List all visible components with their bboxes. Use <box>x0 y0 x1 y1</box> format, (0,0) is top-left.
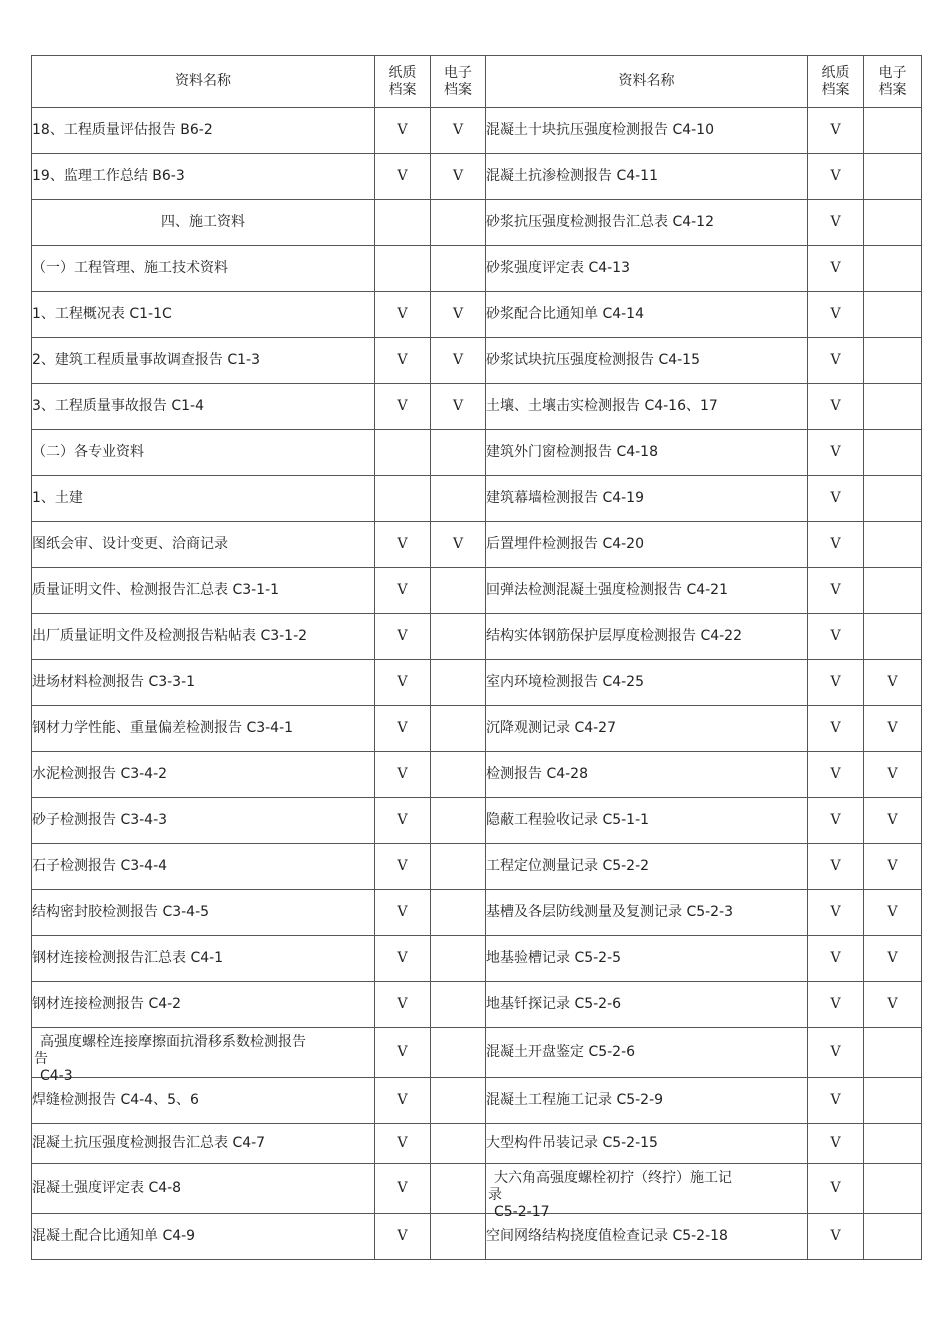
left-electronic-check <box>431 752 486 798</box>
left-electronic-check <box>431 936 486 982</box>
right-item-name: 地基钎探记录 C5-2-6 <box>486 982 808 1028</box>
right-item-name: 建筑外门窗检测报告 C4-18 <box>486 430 808 476</box>
right-electronic-check <box>864 568 922 614</box>
right-item-name: 混凝土十块抗压强度检测报告 C4-10 <box>486 108 808 154</box>
right-item-name: 空间网络结构挠度值检查记录 C5-2-18 <box>486 1214 808 1260</box>
table-row <box>32 476 922 522</box>
right-paper-check: V <box>808 890 864 936</box>
right-electronic-check <box>864 1124 922 1164</box>
left-electronic-check <box>431 568 486 614</box>
right-electronic-check: V <box>864 982 922 1028</box>
right-item-name: 工程定位测量记录 C5-2-2 <box>486 844 808 890</box>
left-item-name <box>32 1028 375 1084</box>
right-item-name: 混凝土开盘鉴定 C5-2-6 <box>486 1028 808 1078</box>
item-name-clipped: C5-2-17 <box>494 1203 550 1220</box>
left-electronic-check <box>431 706 486 752</box>
right-item-name: 回弹法检测混凝土强度检测报告 C4-21 <box>486 568 808 614</box>
right-electronic-check <box>864 1078 922 1124</box>
right-item-name: 地基验槽记录 C5-2-5 <box>486 936 808 982</box>
right-item-name <box>486 1164 808 1220</box>
right-electronic-check: V <box>864 752 922 798</box>
right-item-name: 砂浆强度评定表 C4-13 <box>486 246 808 292</box>
table-row <box>32 1164 922 1214</box>
item-name-wrap: 录 <box>488 1186 502 1203</box>
column-header-electronic: 电子 档案 <box>431 56 486 108</box>
right-paper-check: V <box>808 660 864 706</box>
column-header-paper-right: 纸质 档案 <box>808 56 864 108</box>
right-electronic-check: V <box>864 706 922 752</box>
right-electronic-check <box>864 430 922 476</box>
left-electronic-check <box>431 1124 486 1164</box>
left-electronic-check <box>431 246 486 292</box>
right-electronic-check <box>864 108 922 154</box>
left-electronic-check <box>431 1078 486 1124</box>
table-row <box>32 384 922 430</box>
left-paper-check: V <box>375 890 431 936</box>
left-paper-check: V <box>375 108 431 154</box>
right-item-name: 隐蔽工程验收记录 C5-1-1 <box>486 798 808 844</box>
right-item-name: 结构实体钢筋保护层厚度检测报告 C4-22 <box>486 614 808 660</box>
table-row <box>32 522 922 568</box>
item-name-clipped: C4-3 <box>40 1067 73 1084</box>
right-item-name: 后置埋件检测报告 C4-20 <box>486 522 808 568</box>
archive-list-table <box>31 55 922 1260</box>
table-row <box>32 982 922 1028</box>
column-header-name: 资料名称 <box>32 56 375 108</box>
right-electronic-check <box>864 384 922 430</box>
left-paper-check: V <box>375 844 431 890</box>
left-electronic-check <box>431 200 486 246</box>
table-row <box>32 844 922 890</box>
left-paper-check: V <box>375 660 431 706</box>
right-paper-check: V <box>808 706 864 752</box>
left-electronic-check <box>431 982 486 1028</box>
table-header-row <box>32 56 922 108</box>
left-electronic-check <box>431 614 486 660</box>
left-paper-check <box>375 200 431 246</box>
left-item-name: 焊缝检测报告 C4-4、5、6 <box>32 1078 375 1124</box>
right-electronic-check <box>864 522 922 568</box>
left-item-name: 1、工程概况表 C1-1C <box>32 292 375 338</box>
left-paper-check: V <box>375 1164 431 1214</box>
right-paper-check: V <box>808 522 864 568</box>
left-item-name: 石子检测报告 C3-4-4 <box>32 844 375 890</box>
right-item-name: 砂浆抗压强度检测报告汇总表 C4-12 <box>486 200 808 246</box>
left-paper-check: V <box>375 936 431 982</box>
table-row <box>32 154 922 200</box>
left-item-name: 18、工程质量评估报告 B6-2 <box>32 108 375 154</box>
left-electronic-check: V <box>431 154 486 200</box>
left-paper-check: V <box>375 338 431 384</box>
right-paper-check: V <box>808 384 864 430</box>
table-row <box>32 108 922 154</box>
left-item-name: 砂子检测报告 C3-4-3 <box>32 798 375 844</box>
left-paper-check: V <box>375 1028 431 1078</box>
table-row <box>32 890 922 936</box>
right-paper-check: V <box>808 200 864 246</box>
left-electronic-check: V <box>431 338 486 384</box>
table-row <box>32 338 922 384</box>
left-item-name: 钢材力学性能、重量偏差检测报告 C3-4-1 <box>32 706 375 752</box>
right-electronic-check <box>864 1028 922 1078</box>
left-electronic-check <box>431 1164 486 1214</box>
left-electronic-check <box>431 1214 486 1260</box>
right-item-name: 基槽及各层防线测量及复测记录 C5-2-3 <box>486 890 808 936</box>
table-row <box>32 752 922 798</box>
column-header-electronic-right: 电子 档案 <box>864 56 922 108</box>
item-name-line: 大六角高强度螺栓初拧（终拧）施工记 <box>494 1169 732 1186</box>
right-paper-check: V <box>808 292 864 338</box>
right-electronic-check <box>864 292 922 338</box>
right-electronic-check <box>864 338 922 384</box>
left-item-name: 钢材连接检测报告汇总表 C4-1 <box>32 936 375 982</box>
left-paper-check: V <box>375 1124 431 1164</box>
left-paper-check: V <box>375 522 431 568</box>
left-item-name: 水泥检测报告 C3-4-2 <box>32 752 375 798</box>
right-paper-check: V <box>808 844 864 890</box>
right-electronic-check: V <box>864 844 922 890</box>
left-electronic-check: V <box>431 384 486 430</box>
right-item-name: 砂浆试块抗压强度检测报告 C4-15 <box>486 338 808 384</box>
left-paper-check: V <box>375 982 431 1028</box>
table-row <box>32 430 922 476</box>
table-row <box>32 1028 922 1078</box>
left-item-name: 混凝土抗压强度检测报告汇总表 C4-7 <box>32 1124 375 1164</box>
right-item-name: 砂浆配合比通知单 C4-14 <box>486 292 808 338</box>
right-electronic-check: V <box>864 660 922 706</box>
left-item-name: 2、建筑工程质量事故调查报告 C1-3 <box>32 338 375 384</box>
table-row <box>32 1124 922 1164</box>
right-electronic-check <box>864 246 922 292</box>
table-row <box>32 200 922 246</box>
right-paper-check: V <box>808 246 864 292</box>
left-paper-check: V <box>375 568 431 614</box>
left-item-name: 出厂质量证明文件及检测报告粘帖表 C3-1-2 <box>32 614 375 660</box>
left-paper-check: V <box>375 154 431 200</box>
right-electronic-check <box>864 1164 922 1214</box>
left-electronic-check <box>431 844 486 890</box>
right-paper-check: V <box>808 154 864 200</box>
right-item-name: 建筑幕墙检测报告 C4-19 <box>486 476 808 522</box>
right-item-name: 大型构件吊装记录 C5-2-15 <box>486 1124 808 1164</box>
right-paper-check: V <box>808 476 864 522</box>
right-electronic-check <box>864 476 922 522</box>
left-paper-check: V <box>375 1078 431 1124</box>
left-item-name: 结构密封胶检测报告 C3-4-5 <box>32 890 375 936</box>
column-header-paper: 纸质 档案 <box>375 56 431 108</box>
left-item-name: 混凝土配合比通知单 C4-9 <box>32 1214 375 1260</box>
right-paper-check: V <box>808 798 864 844</box>
table-row <box>32 936 922 982</box>
left-paper-check <box>375 430 431 476</box>
table-row <box>32 246 922 292</box>
right-paper-check: V <box>808 752 864 798</box>
right-electronic-check <box>864 154 922 200</box>
left-paper-check: V <box>375 706 431 752</box>
right-item-name: 混凝土抗渗检测报告 C4-11 <box>486 154 808 200</box>
left-item-name: 质量证明文件、检测报告汇总表 C3-1-1 <box>32 568 375 614</box>
right-item-name: 沉降观测记录 C4-27 <box>486 706 808 752</box>
left-item-name: 图纸会审、设计变更、洽商记录 <box>32 522 375 568</box>
left-electronic-check <box>431 476 486 522</box>
column-header-name-right: 资料名称 <box>486 56 808 108</box>
table-row <box>32 660 922 706</box>
right-paper-check: V <box>808 108 864 154</box>
left-electronic-check <box>431 1028 486 1078</box>
right-paper-check: V <box>808 1124 864 1164</box>
left-item-name: 四、施工资料 <box>32 200 375 246</box>
left-paper-check: V <box>375 798 431 844</box>
right-paper-check: V <box>808 568 864 614</box>
right-paper-check: V <box>808 614 864 660</box>
left-paper-check <box>375 246 431 292</box>
right-electronic-check: V <box>864 798 922 844</box>
left-item-name: 19、监理工作总结 B6-3 <box>32 154 375 200</box>
left-item-name: 进场材料检测报告 C3-3-1 <box>32 660 375 706</box>
left-item-name: （二）各专业资料 <box>32 430 375 476</box>
table-row <box>32 1078 922 1124</box>
left-paper-check: V <box>375 292 431 338</box>
right-paper-check: V <box>808 430 864 476</box>
table-row <box>32 706 922 752</box>
table-row <box>32 1214 922 1260</box>
left-paper-check: V <box>375 1214 431 1260</box>
table-row <box>32 292 922 338</box>
right-paper-check: V <box>808 982 864 1028</box>
left-item-name: 3、工程质量事故报告 C1-4 <box>32 384 375 430</box>
right-item-name: 混凝土工程施工记录 C5-2-9 <box>486 1078 808 1124</box>
left-item-name: 1、土建 <box>32 476 375 522</box>
right-paper-check: V <box>808 338 864 384</box>
left-electronic-check <box>431 660 486 706</box>
left-item-name: 钢材连接检测报告 C4-2 <box>32 982 375 1028</box>
left-electronic-check: V <box>431 292 486 338</box>
right-paper-check: V <box>808 1078 864 1124</box>
left-electronic-check <box>431 430 486 476</box>
right-paper-check: V <box>808 1214 864 1260</box>
left-paper-check: V <box>375 614 431 660</box>
right-electronic-check <box>864 1214 922 1260</box>
left-paper-check: V <box>375 384 431 430</box>
right-paper-check: V <box>808 936 864 982</box>
left-paper-check <box>375 476 431 522</box>
right-item-name: 检测报告 C4-28 <box>486 752 808 798</box>
right-electronic-check: V <box>864 890 922 936</box>
table-row <box>32 568 922 614</box>
left-electronic-check: V <box>431 108 486 154</box>
left-electronic-check <box>431 890 486 936</box>
left-item-name: （一）工程管理、施工技术资料 <box>32 246 375 292</box>
left-paper-check: V <box>375 752 431 798</box>
table-row <box>32 614 922 660</box>
left-electronic-check <box>431 798 486 844</box>
right-item-name: 室内环境检测报告 C4-25 <box>486 660 808 706</box>
right-electronic-check: V <box>864 936 922 982</box>
left-electronic-check: V <box>431 522 486 568</box>
table-row <box>32 798 922 844</box>
left-item-name: 混凝土强度评定表 C4-8 <box>32 1164 375 1214</box>
right-paper-check: V <box>808 1028 864 1078</box>
right-paper-check: V <box>808 1164 864 1214</box>
item-name-wrap: 告 <box>34 1050 48 1067</box>
right-electronic-check <box>864 614 922 660</box>
right-electronic-check <box>864 200 922 246</box>
right-item-name: 土壤、土壤击实检测报告 C4-16、17 <box>486 384 808 430</box>
item-name-line: 高强度螺栓连接摩擦面抗滑移系数检测报告 <box>40 1033 306 1050</box>
